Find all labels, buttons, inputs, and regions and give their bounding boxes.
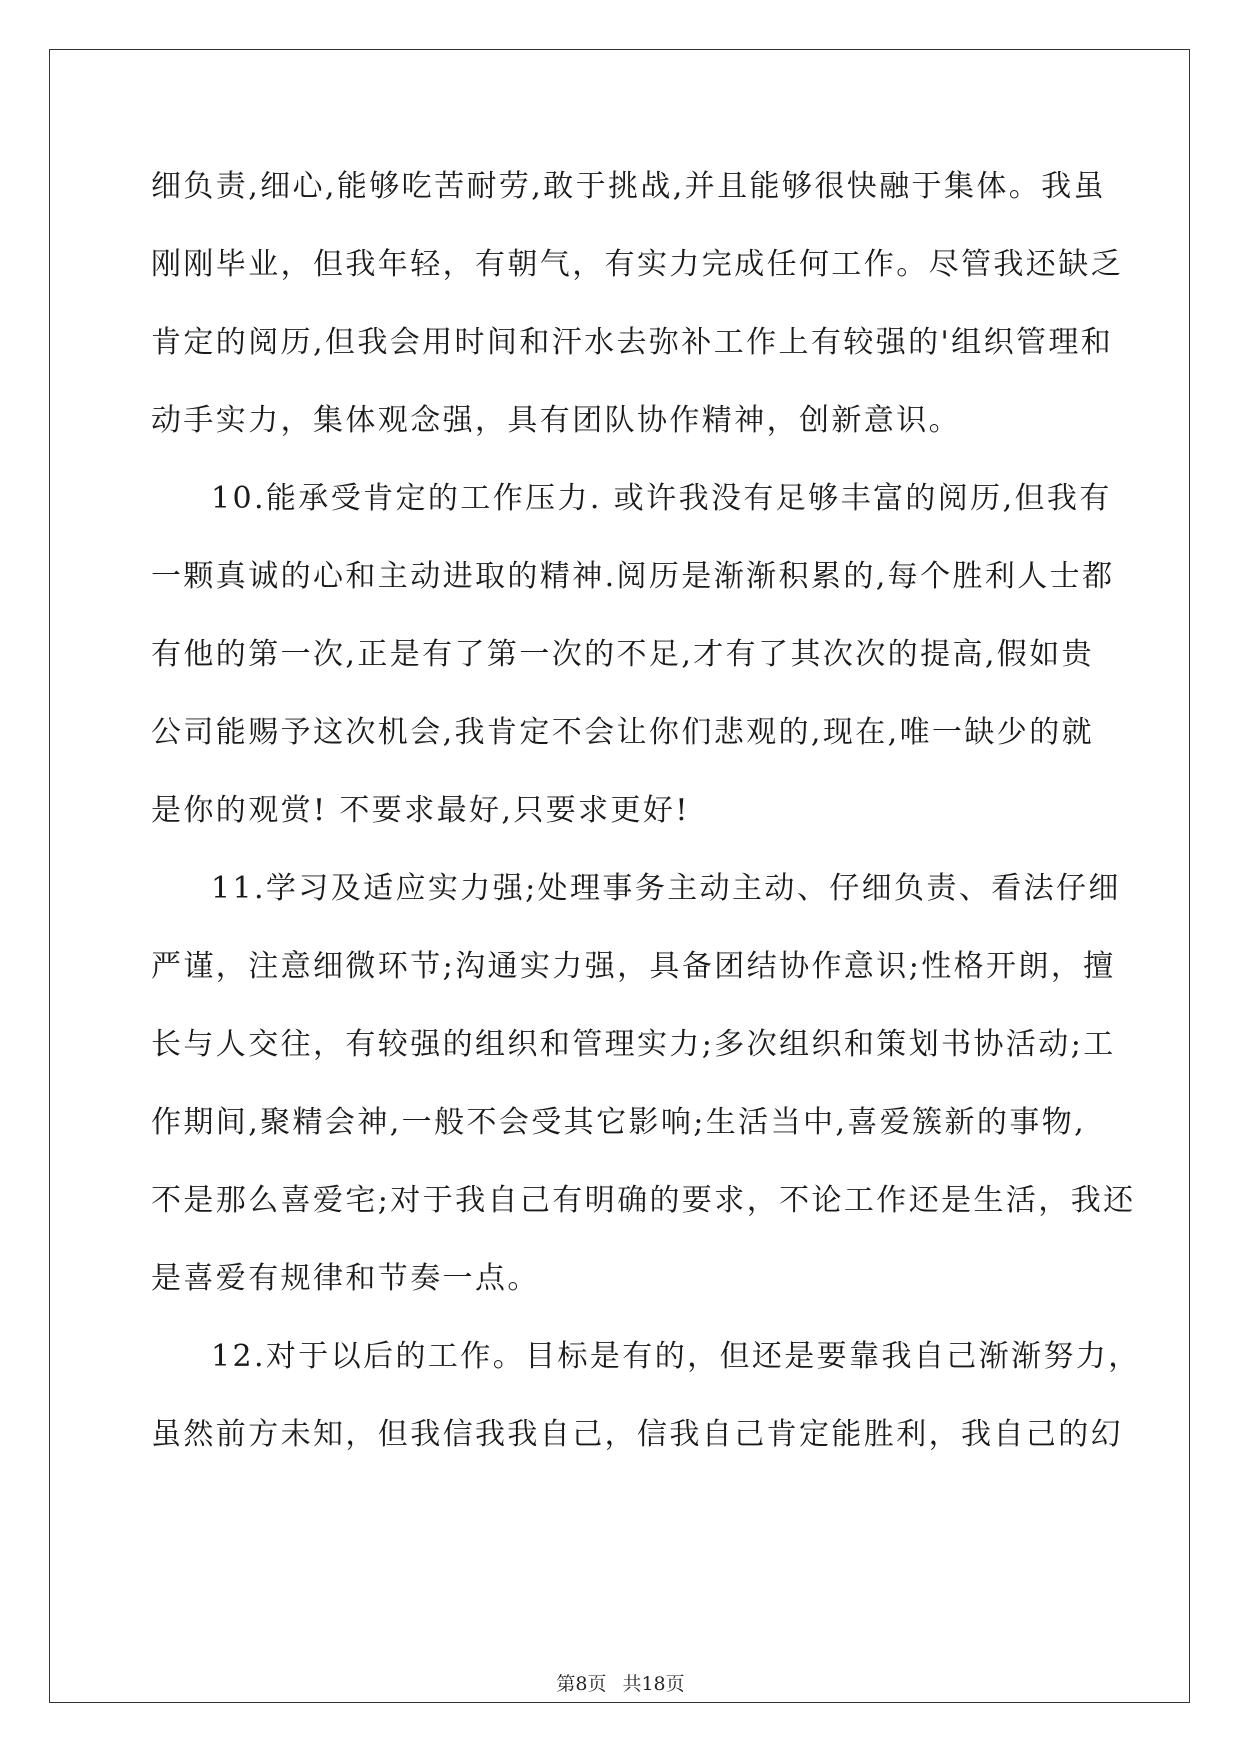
text-line: 一颗真诚的心和主动进取的精神.阅历是渐渐积累的,每个胜利人士都 (151, 559, 1115, 594)
text-line: 11.学习及适应实力强;处理事务主动主动、仔细负责、看法仔细 (211, 871, 1121, 906)
text-line: 有他的第一次,正是有了第一次的不足,才有了其次次的提高,假如贵 (151, 637, 1095, 672)
text-line: 不是那么喜爱宅;对于我自己有明确的要求，不论工作还是生活，我还 (151, 1183, 1136, 1218)
text-line: 公司能赐予这次机会,我肯定不会让你们悲观的,现在,唯一缺少的就 (151, 715, 1095, 750)
text-line: 作期间,聚精会神,一般不会受其它影响;生活当中,喜爱簇新的事物, (151, 1105, 1087, 1140)
document-body (151, 163, 1141, 1489)
text-line: 刚刚毕业，但我年轻，有朝气，有实力完成任何工作。尽管我还缺乏 (151, 247, 1123, 282)
page-total: 共18页 (622, 1673, 685, 1695)
text-line: 动手实力，集体观念强，具有团队协作精神，创新意识。 (151, 403, 961, 438)
text-line: 虽然前方未知，但我信我我自己，信我自己肯定能胜利，我自己的幻 (151, 1417, 1123, 1452)
text-line: 10.能承受肯定的工作压力. 或许我没有足够丰富的阅历,但我有 (211, 481, 1112, 516)
page-footer (0, 1672, 1241, 1696)
text-line: 严谨，注意细微环节;沟通实力强，具备团结协作意识;性格开朗，擅 (151, 949, 1116, 984)
page-number: 第8页 (556, 1673, 607, 1695)
text-line: 长与人交往，有较强的组织和管理实力;多次组织和策划书协活动;工 (151, 1027, 1116, 1062)
text-line: 是喜爱有规律和节奏一点。 (151, 1261, 540, 1296)
text-line: 12.对于以后的工作。目标是有的，但还是要靠我自己渐渐努力， (211, 1339, 1141, 1374)
text-line: 是你的观赏! 不要求最好,只要求更好! (151, 793, 690, 828)
text-line: 肯定的阅历,但我会用时间和汗水去弥补工作上有较强的'组织管理和 (151, 325, 1114, 360)
text-line: 细负责,细心,能够吃苦耐劳,敢于挑战,并且能够很快融于集体。我虽 (151, 169, 1106, 204)
